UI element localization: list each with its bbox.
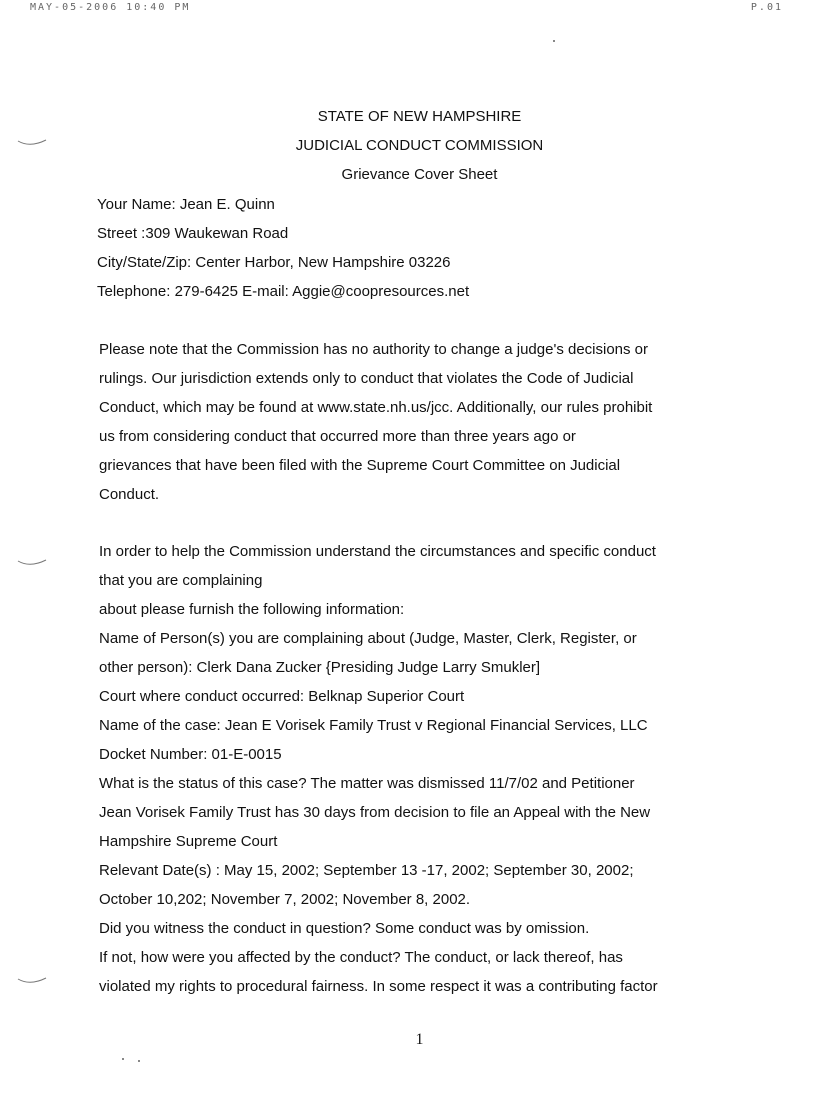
info-line: other person): Clerk Dana Zucker {Presiding Judge Larry Smukler] [99,659,541,676]
notice-line: rulings. Our jurisdiction extends only to conduct that violates the Code of Judicial [99,370,634,387]
information-section [99,537,749,1001]
contact-name: Your Name: Jean E. Quinn [97,196,275,213]
contact-telephone: Telephone: 279-6425 E-mail: Aggie@coopresources.net [97,283,470,300]
info-line: Jean Vorisek Family Trust has 30 days from decision to file an Appeal with the New [99,804,651,821]
info-line: In order to help the Commission understand the circumstances and specific conduct [99,543,656,560]
document-title-block [0,102,839,189]
info-line: Hampshire Supreme Court [99,833,278,850]
info-line: Court where conduct occurred: Belknap Superior Court [99,688,465,705]
info-line: Did you witness the conduct in question? Some conduct was by omission. [99,920,590,937]
contact-block [97,190,469,306]
binder-hole-mark [16,558,48,568]
title-commission: JUDICIAL CONDUCT COMMISSION [295,137,544,154]
scan-speck [553,40,555,42]
info-line: What is the status of this case? The matter was dismissed 11/7/02 and Petitioner [99,775,635,792]
notice-line: Conduct. [99,486,160,503]
notice-paragraph [99,335,749,509]
scan-speck [138,1060,140,1062]
notice-line: Conduct, which may be found at www.state.nh.us/jcc. Additionally, our rules prohibit [99,399,653,416]
page-number: 1 [415,1031,424,1048]
info-line: Relevant Date(s) : May 15, 2002; September 13 -17, 2002; September 30, 2002; [99,862,634,879]
info-line: about please furnish the following information: [99,601,405,618]
scan-speck [122,1058,124,1060]
info-line: violated my rights to procedural fairness. In some respect it was a contributing factor [99,978,658,995]
info-line: If not, how were you affected by the conduct? The conduct, or lack thereof, has [99,949,623,966]
notice-line: us from considering conduct that occurred more than three years ago or [99,428,576,445]
fax-header-timestamp: MAY-05-2006 10:40 PM [30,2,191,13]
contact-street: Street :309 Waukewan Road [97,225,289,242]
title-form-name: Grievance Cover Sheet [341,166,498,183]
binder-hole-mark [16,976,48,986]
info-line: October 10,202; November 7, 2002; November 8, 2002. [99,891,471,908]
notice-line: grievances that have been filed with the Supreme Court Committee on Judicial [99,457,621,474]
info-line: that you are complaining [99,572,263,589]
info-line: Name of Person(s) you are complaining about (Judge, Master, Clerk, Register, or [99,630,637,647]
contact-city: City/State/Zip: Center Harbor, New Hampshire 03226 [97,254,451,271]
fax-header-page: P.01 [750,2,783,13]
info-line: Docket Number: 01-E-0015 [99,746,282,763]
notice-line: Please note that the Commission has no authority to change a judge's decisions or [99,341,649,358]
info-line: Name of the case: Jean E Vorisek Family Trust v Regional Financial Services, LLC [99,717,648,734]
title-state: STATE OF NEW HAMPSHIRE [317,108,522,125]
